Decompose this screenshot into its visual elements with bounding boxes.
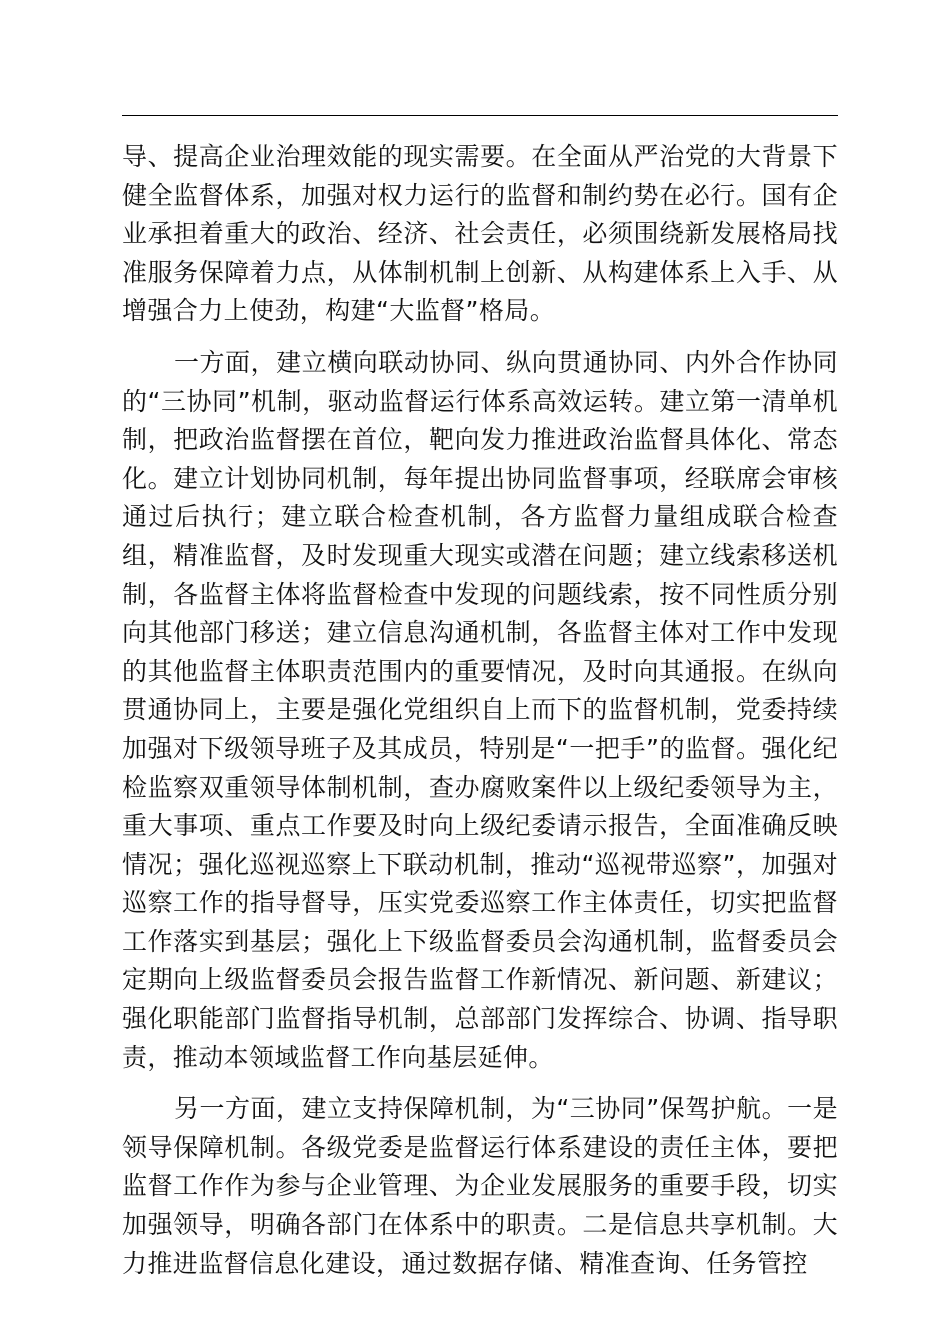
document-body: [122, 138, 838, 1296]
header-rule: [122, 115, 838, 116]
paragraph-1: 导、提高企业治理效能的现实需要。在全面从严治党的大背景下健全监督体系，加强对权力运行的监督和制约势在必行。国有企业承担着重大的政治、经济、社会责任，必须围绕新发展格局找准服务保障着力点，从体制机制上创新、从构建体系上入手、从增强合力上使劲，构建“大监督”格局。: [122, 142, 838, 326]
paragraph-3: 另一方面，建立支持保障机制，为“三协同”保驾护航。一是领导保障机制。各级党委是监督运行体系建设的责任主体，要把监督工作作为参与企业管理、为企业发展服务的重要手段，切实加强领导，明确各部门在体系中的职责。二是信息共享机制。大力推进监督信息化建设，通过数据存储、精准查询、任务管控: [122, 1094, 838, 1278]
paragraph-2: 一方面，建立横向联动协同、纵向贯通协同、内外合作协同的“三协同”机制，驱动监督运行体系高效运转。建立第一清单机制，把政治监督摆在首位，靶向发力推进政治监督具体化、常态化。建立计划协同机制，每年提出协同监督事项，经联席会审核通过后执行；建立联合检查机制，各方监督力量组成联合检查组，精准监督，及时发现重大现实或潜在问题；建立线索移送机制，各监督主体将监督检查中发现的问题线索，按不同性质分别向其他部门移送；建立信息沟通机制，各监督主体对工作中发现的其他监督主体职责范围内的重要情况，及时向其通报。在纵向贯通协同上，主要是强化党组织自上而下的监督机制，党委持续加强对下级领导班子及其成员，特别是“一把手”的监督。强化纪检监察双重领导体制机制，查办腐败案件以上级纪委领导为主，重大事项、重点工作要及时向上级纪委请示报告，全面准确反映情况；强化巡视巡察上下联动机制，推动“巡视带巡察”，加强对巡察工作的指导督导，压实党委巡察工作主体责任，切实把监督工作落实到基层；强化上下级监督委员会沟通机制，监督委员会定期向上级监督委员会报告监督工作新情况、新问题、新建议；强化职能部门监督指导机制，总部部门发挥综合、协调、指导职责，推动本领域监督工作向基层延伸。: [122, 347, 838, 1072]
